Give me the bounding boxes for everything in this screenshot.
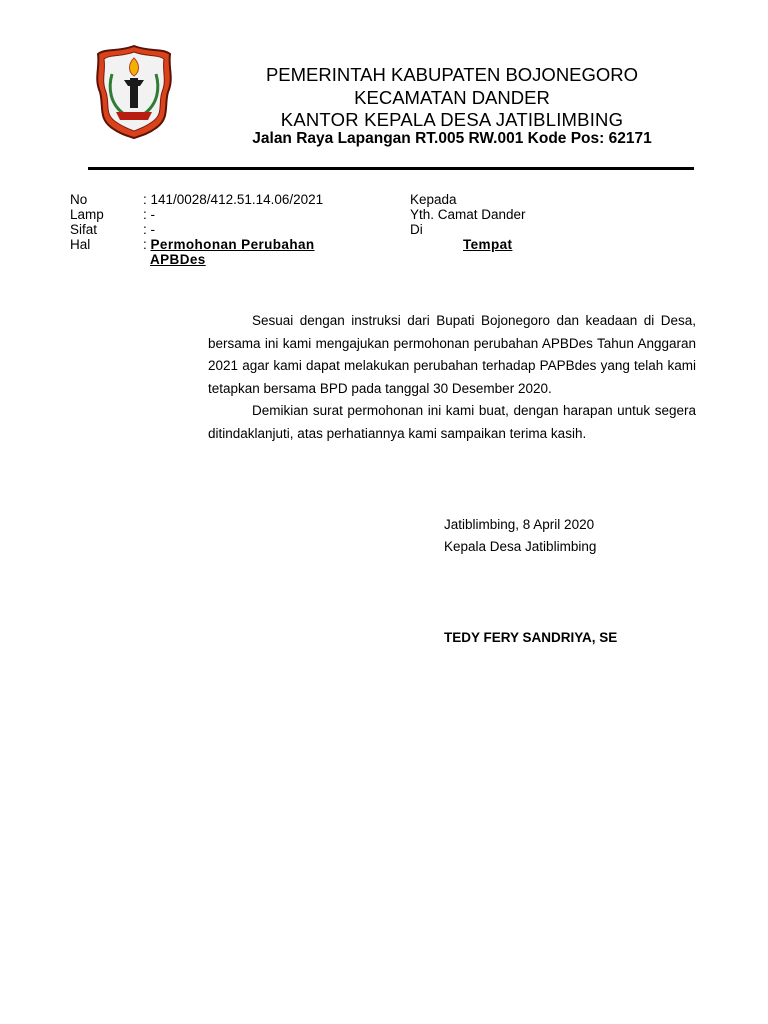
meta-hal-label: Hal: [70, 237, 91, 252]
recipient-di: Di: [410, 222, 423, 237]
meta-sifat-value: : -: [143, 222, 155, 237]
signature-name: TEDY FERY SANDRIYA, SE: [444, 630, 618, 645]
recipient-tempat: Tempat: [463, 237, 513, 252]
meta-sifat-label: Sifat: [70, 222, 98, 237]
regency-logo-icon: [94, 44, 174, 140]
meta-hal-colon: :: [143, 237, 151, 252]
recipient-name: Yth. Camat Dander: [410, 207, 526, 222]
letterhead-district: KECAMATAN DANDER: [354, 87, 550, 108]
letterhead-divider: [88, 167, 694, 170]
body-paragraph-2: Demikian surat permohonan ini kami buat, dengan harapan untuk segera ditindaklanjuti, atas perhatiannya kami sampaikan terima kasih.: [208, 403, 696, 441]
letterhead-address: Jalan Raya Lapangan RT.005 RW.001 Kode Pos: 62171: [252, 130, 652, 147]
body-paragraph-1: Sesuai dengan instruksi dari Bupati Bojonegoro dan keadaan di Desa, bersama ini kami mengajukan permohonan perubahan APBDes Tahun Anggaran 2021 agar kami dapat melakukan perubahan terhadap PAPBdes yang telah kami tetapkan bersama BPD pada tanggal 30 Desember 2020.: [208, 313, 696, 396]
letterhead-government: PEMERINTAH KABUPATEN BOJONEGORO: [265, 64, 639, 85]
recipient-kepada: Kepada: [410, 192, 457, 207]
letter-body: [208, 310, 696, 445]
meta-no-label: No: [70, 192, 88, 207]
meta-hal-subject-1: Permohonan Perubahan: [150, 237, 315, 252]
recipient-block: [410, 192, 526, 237]
meta-lamp-label: Lamp: [70, 207, 104, 222]
signature-place-date: Jatiblimbing, 8 April 2020: [444, 517, 595, 532]
signature-title: Kepala Desa Jatiblimbing: [444, 539, 597, 554]
meta-hal-subject-2: APBDes: [150, 252, 206, 267]
meta-hal-value: [143, 237, 315, 252]
meta-no-value: : 141/0028/412.51.14.06/2021: [143, 192, 324, 207]
meta-lamp-value: : -: [143, 207, 155, 222]
letterhead-office: KANTOR KEPALA DESA JATIBLIMBING: [280, 109, 624, 130]
